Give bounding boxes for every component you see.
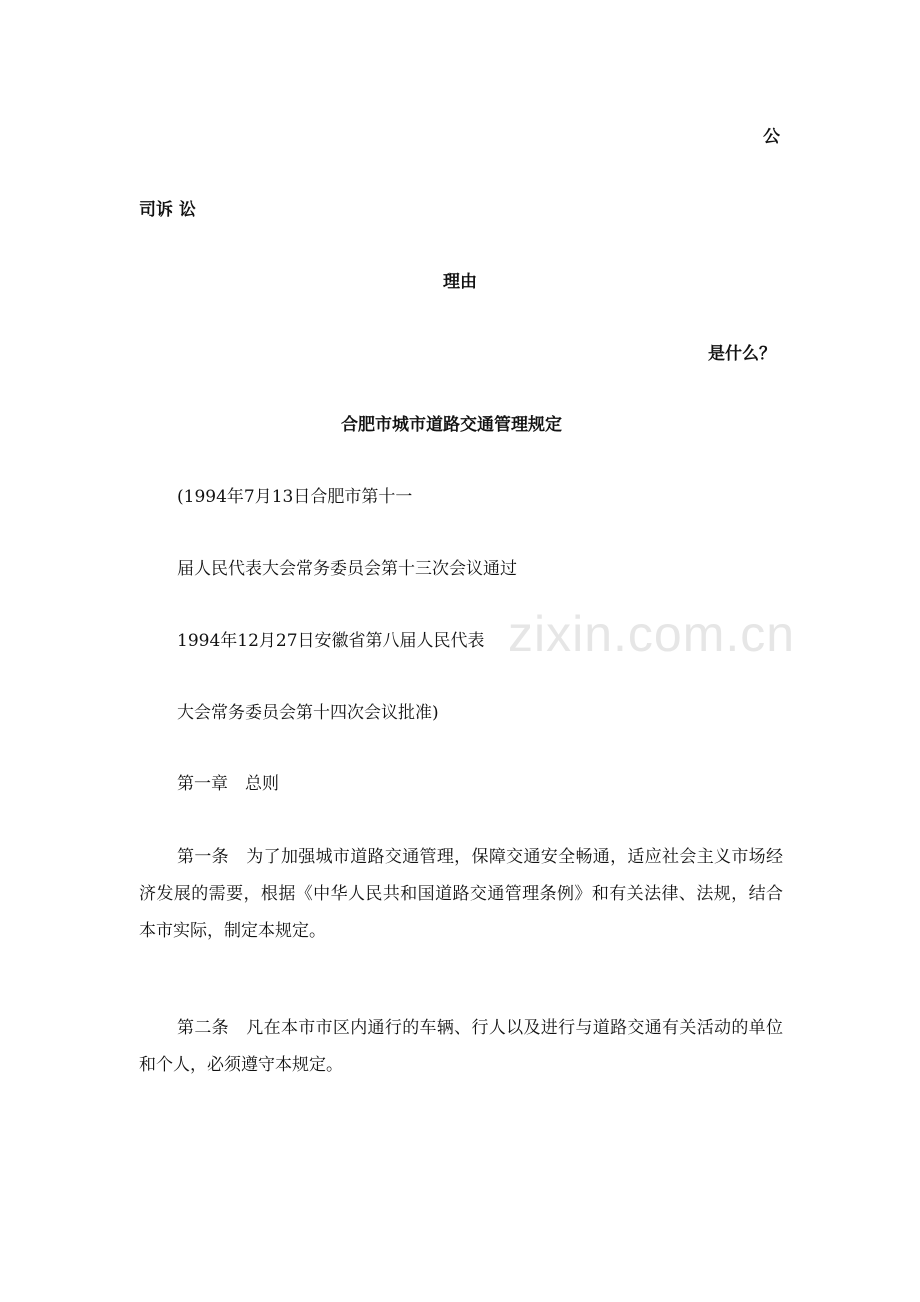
heading-fragment-gong: 公	[763, 127, 780, 147]
document-title: 合肥市城市道路交通管理规定	[341, 415, 562, 435]
article-1: 第一条 为了加强城市道路交通管理，保障交通安全畅通，适应社会主义市场经济发展的需要，根据《中华人民共和国道路交通管理条例》和有关法律、法规，结合本市实际，制定本规定。	[139, 847, 783, 941]
heading-fragment-si-su-song: 司诉 讼	[139, 200, 196, 220]
adoption-line-3: 1994年12月27日安徽省第八届人民代表	[177, 631, 485, 651]
heading-fragment-li-you: 理由	[443, 272, 477, 292]
adoption-line-4: 大会常务委员会第十四次会议批准)	[177, 703, 439, 723]
heading-fragment-shi-shen-me: 是什么？	[708, 344, 776, 364]
chapter-heading: 第一章 总则	[177, 774, 279, 794]
watermark: zixin.com.cn	[508, 606, 796, 662]
adoption-line-2: 届人民代表大会常务委员会第十三次会议通过	[177, 559, 517, 579]
article-2: 第二条 凡在本市市区内通行的车辆、行人以及进行与道路交通有关活动的单位和个人，必须遵守本规定。	[139, 1018, 783, 1075]
adoption-line-1: (1994年7月13日合肥市第十一	[177, 487, 413, 507]
